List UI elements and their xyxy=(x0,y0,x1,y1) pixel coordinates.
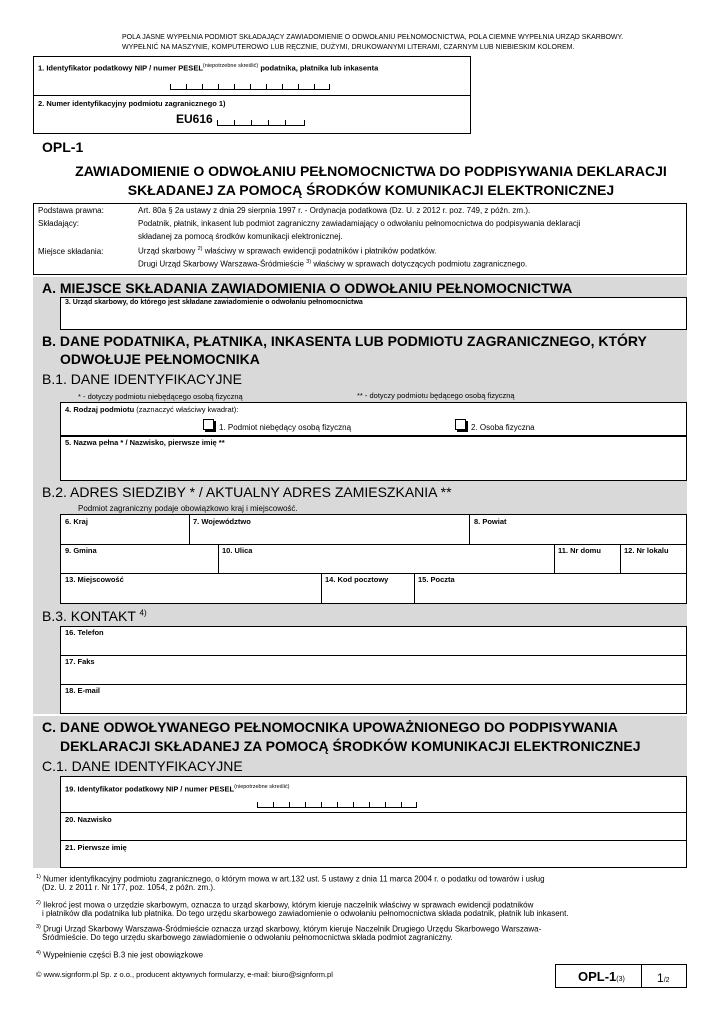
field-21-label[interactable]: 21. Pierwsze imię xyxy=(65,843,127,852)
field-4-label: 4. Rodzaj podmiotu (zaznaczyć właściwy kwadrat): xyxy=(65,405,239,414)
section-c-title-1: C. DANE ODWOŁYWANEGO PEŁNOMOCNIKA UPOWAŻNIONEGO DO PODPISYWANIA xyxy=(42,719,618,735)
field-11-label[interactable]: 11. Nr domu xyxy=(558,546,601,555)
header-note-2: WYPEŁNIĆ NA MASZYNIE, KOMPUTEROWO LUB RĘCZNIE, DUŻYMI, DRUKOWANYMI LITERAMI, CZARNYM LUB NIEBIESKIM KOLOREM. xyxy=(122,44,575,51)
contact-divider-1 xyxy=(60,655,687,656)
header-note-1: POLA JASNE WYPEŁNIA PODMIOT SKŁADAJĄCY ZAWIADOMIENIE O ODWOŁANIU PEŁNOMOCNICTWA, POLA CIEMNE WYPEŁNIA URZĄD SKARBOWY. xyxy=(122,34,624,41)
section-b-title-2: ODWOŁUJE PEŁNOMOCNIKA xyxy=(60,351,260,367)
field-14-label[interactable]: 14. Kod pocztowy xyxy=(325,575,389,584)
field-3-label: 3. Urząd skarbowy, do którego jest składane zawiadomienie o odwołaniu pełnomocnictwa xyxy=(65,299,363,306)
footnote-1: $^{1)}$ Numer identyfikacyjny podmiotu zagranicznego, o którym mowa w art.132 ust. 5 ustawy z dnia 11 marca 2004 r. o podatku od towarów i usług xyxy=(36,874,545,884)
section-a-title: A. MIEJSCE SKŁADANIA ZAWIADOMIENIA O ODWOŁANIU PEŁNOMOCNICTWA xyxy=(42,280,573,296)
field-2-label: 2. Numer identyfikacyjny podmiotu zagranicznego 1) xyxy=(38,99,226,108)
agent-nip-input[interactable] xyxy=(257,802,417,808)
contact-box xyxy=(60,626,687,714)
title-line-1: ZAWIADOMIENIE O ODWOŁANIU PEŁNOMOCNICTWA DO PODPISYWANIA DEKLARACJI xyxy=(75,163,667,179)
footer-divider xyxy=(641,964,642,988)
divider-7-8 xyxy=(469,514,470,544)
field-20-label[interactable]: 20. Nazwisko xyxy=(65,815,112,824)
c1-divider-2 xyxy=(60,840,687,841)
legal-basis-text: Art. 80a § 2a ustawy z dnia 29 sierpnia 1997 r. - Ordynacja podatkowa (Dz. U. z 2012 r. poz. 749, z późn. zm.). xyxy=(138,206,531,215)
eu-prefix: EU616 xyxy=(176,112,213,126)
section-c-title-2: DEKLARACJI SKŁADANEJ ZA POMOCĄ ŚRODKÓW KOMUNIKACJI ELEKTRONICZNEJ xyxy=(60,738,641,754)
field-12-label[interactable]: 12. Nr lokalu xyxy=(624,546,669,555)
page-number: 1/2 xyxy=(657,971,670,985)
footnote-2-cont: i płatników dla podatnika lub płatnika. Do tego urzędu skarbowego zawiadomienie o odwołaniu pełnomocnictwa składa podatnik, płatnik lub inkasent. xyxy=(42,909,569,918)
divider-14-15 xyxy=(414,573,415,604)
b1-title: B.1. DANE IDENTYFIKACYJNE xyxy=(42,371,242,387)
b2-title: B.2. ADRES SIEDZIBY * / AKTUALNY ADRES ZAMIESZKANIA ** xyxy=(42,484,452,500)
footnote-2: $^{2)}$ Ilekroć jest mowa o urzędzie skarbowym, oznacza to urząd skarbowy, którym kieruje naczelnik właściwy w sprawach ewidencji podatników xyxy=(36,900,534,910)
section-b-title-1: B. DANE PODATNIKA, PŁATNIKA, INKASENTA LUB PODMIOTU ZAGRANICZNEGO, KTÓRY xyxy=(42,333,647,349)
option-1-label: 1. Podmiot niebędący osobą fizyczną xyxy=(219,423,352,432)
field-1-label: 1. Identyfikator podatkowy NIP / numer $PESEL^{(niepotrzebne skreślić)}$ podatnika, płatnika lub inkasenta xyxy=(38,63,379,73)
place-label: Miejsce składania: xyxy=(38,247,104,256)
foreign-id-input[interactable] xyxy=(217,120,305,126)
b3-title: B.3. KONTAKT $^{4)}$ xyxy=(42,608,147,624)
field-8-label[interactable]: 8. Powiat xyxy=(474,517,507,526)
footer-form-code: OPL-1(3) xyxy=(578,969,625,984)
place-text-2: Drugi Urząd Skarbowy Warszawa-Śródmieście $^{3)}$ właściwy w sprawach dotyczących podmiotu zagranicznego. xyxy=(138,259,528,269)
copyright: © www.signform.pl Sp. z o.o., producent aktywnych formularzy, e-mail: biuro@signform.pl xyxy=(36,970,333,979)
field-5-label: 5. Nazwa pełna * / Nazwisko, pierwsze imię ** xyxy=(65,438,225,447)
filer-label: Składający: xyxy=(38,219,79,228)
form-code: OPL-1 xyxy=(42,139,84,155)
place-text-1: Urząd skarbowy $^{2)}$ właściwy w sprawach ewidencji podatników i płatników podatków. xyxy=(138,246,437,256)
divider-6-7 xyxy=(189,514,190,544)
b2-note: Podmiot zagraniczny podaje obowiązkowo kraj i miejscowość. xyxy=(78,504,298,513)
field-17-label[interactable]: 17. Faks xyxy=(65,657,95,666)
nip-input[interactable] xyxy=(170,84,330,90)
field-7-label[interactable]: 7. Województwo xyxy=(193,517,251,526)
option-1-checkbox[interactable] xyxy=(203,419,214,430)
title-line-2: SKŁADANEJ ZA POMOCĄ ŚRODKÓW KOMUNIKACJI ELEKTRONICZNEJ xyxy=(127,182,615,198)
filer-text-2: składanej za pomocą środków komunikacji elektronicznej. xyxy=(138,232,343,241)
field-6-label[interactable]: 6. Kraj xyxy=(65,517,88,526)
c1-divider-1 xyxy=(60,812,687,813)
footnote-3: $^{3)}$ Drugi Urząd Skarbowy Warszawa-Śródmieście oznacza urząd skarbowy, którym kieruje Naczelnik Drugiego Urzędu Skarbowego Warszawa- xyxy=(36,924,542,934)
field-16-label[interactable]: 16. Telefon xyxy=(65,628,104,637)
address-row-2-divider xyxy=(60,573,687,574)
c1-title: C.1. DANE IDENTYFIKACYJNE xyxy=(42,758,243,774)
field-19-label: 19. Identyfikator podatkowy NIP / numer $PESEL^{(niepotrzebne skreślić)}$ xyxy=(65,784,290,794)
option-2-label: 2. Osoba fizyczna xyxy=(471,423,535,432)
footnote-3-cont: Śródmieście. Do tego urzędu skarbowego zawiadomienie o odwołaniu pełnomocnictwa składa podmiot zagraniczny. xyxy=(42,933,453,942)
b1-note-1: * - dotyczy podmiotu niebędącego osobą fizyczną xyxy=(78,392,243,401)
field-10-label[interactable]: 10. Ulica xyxy=(222,546,253,555)
field-15-label[interactable]: 15. Poczta xyxy=(418,575,455,584)
filer-text-1: Podatnik, płatnik, inkasent lub podmiot zagraniczny zawiadamiający o odwołaniu pełnomocnictwa do podpisywania deklaracji xyxy=(138,219,581,228)
identifier-divider xyxy=(33,95,471,96)
footnote-4: $^{4)}$ Wypełnienie części B.3 nie jest obowiązkowe xyxy=(36,950,204,960)
address-row-1-divider xyxy=(60,544,687,545)
divider-10-11 xyxy=(554,544,555,573)
divider-11-12 xyxy=(620,544,621,573)
contact-divider-2 xyxy=(60,684,687,685)
b1-note-2: ** - dotyczy podmiotu będącego osobą fizyczną xyxy=(357,391,515,400)
divider-13-14 xyxy=(321,573,322,604)
option-2-checkbox[interactable] xyxy=(455,419,466,430)
footnote-1-cont: (Dz. U. z 2011 r. Nr 177, poz. 1054, z późn. zm.). xyxy=(42,883,216,892)
field-18-label[interactable]: 18. E-mail xyxy=(65,686,101,695)
legal-basis-label: Podstawa prawna: xyxy=(38,206,104,215)
divider-9-10 xyxy=(218,544,219,573)
field-13-label[interactable]: 13. Miejscowość xyxy=(65,575,124,584)
address-box xyxy=(60,514,687,604)
field-9-label[interactable]: 9. Gmina xyxy=(65,546,97,555)
